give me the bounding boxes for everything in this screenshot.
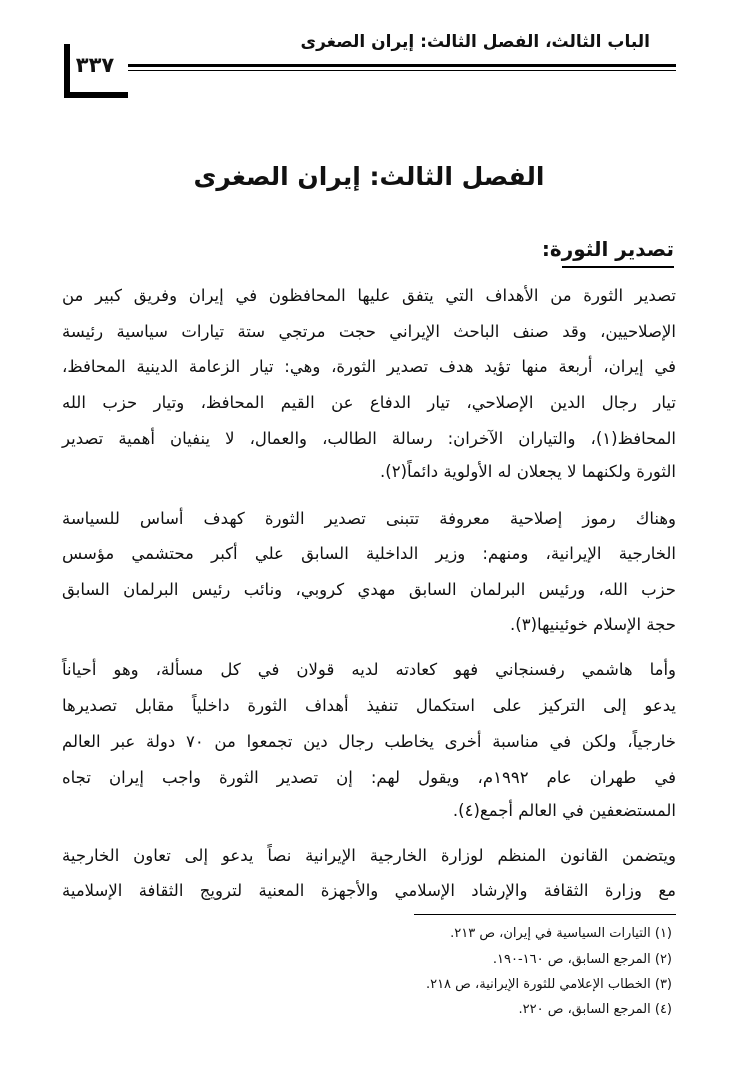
page-number: ٣٣٧ [75, 53, 115, 77]
body-line: ويتضمن القانون المنظم لوزارة الخارجية الإيرانية نصاً يدعو إلى تعاون الخارجية [62, 846, 676, 865]
body-line: المستضعفين في العالم أجمع(٤). [452, 801, 676, 820]
footnote: (٣) الخطاب الإعلامي للثورة الإيرانية، ص ٢١٨. [425, 977, 672, 992]
footnote: (٤) المرجع السابق، ص ٢٢٠. [518, 1002, 672, 1017]
body-line: المحافظ(١)، والتياران الآخران: رسالة الطالب، والعمال، لا ينفيان أهمية تصدير [62, 429, 676, 448]
body-line: وأما هاشمي رفسنجاني فهو كعادته لديه قولان في كل مسألة، وهو أحياناً [62, 660, 676, 679]
body-line: الثورة ولكنهما لا يجعلان له الأولوية دائماً(٢). [380, 462, 676, 481]
header-rule-thin [128, 70, 676, 71]
body-line: الخارجية الإيرانية، ومنهم: وزير الداخلية السابق علي أكبر محتشمي مؤسس [62, 544, 676, 563]
running-head: الباب الثالث، الفصل الثالث: إيران الصغرى [300, 32, 650, 52]
section-heading: تصدير الثورة: [541, 237, 674, 261]
footnote: (٢) المرجع السابق، ص ١٦٠-١٩٠. [492, 952, 672, 967]
body-line: مع وزارة الثقافة والإرشاد الإسلامي والأجهزة المعنية لترويج الثقافة الإسلامية [62, 881, 676, 900]
body-line: يدعو إلى التركيز على استكمال تنفيذ أهداف الثورة داخلياً مقابل تصديرها [62, 696, 676, 715]
body-line: الإصلاحيين، وقد صنف الباحث الإيراني حجت مرتجي ستة تيارات سياسية رئيسة [62, 322, 676, 341]
body-line: تيار رجال الدين الإصلاحي، تيار الدفاع عن القيم المحافظ، وتيار حزب الله [62, 393, 676, 412]
body-line: حجة الإسلام خوئينيها(٣). [510, 615, 676, 634]
header-rule [128, 64, 676, 67]
body-line: خارجياً، ولكن في مناسبة أخرى يخاطب رجال دين تجمعوا من ٧٠ دولة عبر العالم [62, 732, 676, 751]
section-heading-underline [562, 266, 674, 268]
body-line: وهناك رموز إصلاحية معروفة تتبنى تصدير الثورة كهدف أساس للسياسة [62, 509, 676, 528]
body-line: حزب الله، ورئيس البرلمان السابق مهدي كروبي، ونائب رئيس البرلمان السابق [62, 580, 676, 599]
body-line: في طهران عام ١٩٩٢م، ويقول لهم: إن تصدير الثورة واجب إيران تجاه [62, 768, 676, 787]
body-line: في إيران، أربعة منها تؤيد هدف تصدير الثورة، وهي: تيار الزعامة الدينية المحافظ، [62, 357, 676, 376]
body-line: تصدير الثورة من الأهداف التي يتفق عليها المحافظون في إيران وفريق كبير من [62, 286, 676, 305]
chapter-title: الفصل الثالث: إيران الصغرى [193, 162, 545, 191]
footnote: (١) التيارات السياسية في إيران، ص ٢١٣. [450, 926, 672, 941]
footnote-separator [414, 914, 676, 915]
